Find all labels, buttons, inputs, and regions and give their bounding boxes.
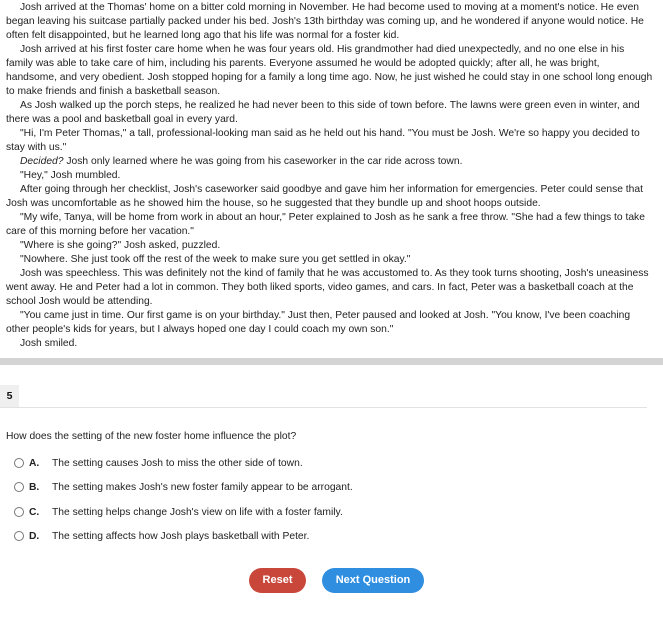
passage-paragraph: "Where is she going?" Josh asked, puzzled. [20, 240, 221, 251]
section-divider [0, 358, 663, 365]
next-question-button[interactable]: Next Question [322, 568, 424, 593]
choice-text: The setting helps change Josh's view on life with a foster family. [52, 506, 343, 518]
choice-b[interactable] [14, 479, 353, 495]
question-prompt: How does the setting of the new foster home influence the plot? [6, 431, 297, 442]
radio-b[interactable] [14, 482, 24, 492]
passage-paragraph [6, 155, 653, 169]
choice-c[interactable] [14, 504, 343, 520]
passage-paragraph: After going through her checklist, Josh's caseworker said goodbye and gave him her information for emergencies. Peter could sense that Josh was uncomfortable as he showed him the house, so he suggested that they bundle up and shoot hoops outside. [6, 184, 643, 209]
choice-letter: D. [29, 530, 40, 542]
reset-button[interactable]: Reset [249, 568, 306, 593]
choice-letter: A. [29, 457, 40, 469]
question-number: 5 [0, 385, 19, 407]
radio-c[interactable] [14, 507, 24, 517]
question-header [0, 365, 663, 405]
decided-rest: Josh only learned where he was going from his caseworker in the car ride across town. [63, 156, 463, 167]
passage-paragraph: Josh smiled. [20, 338, 78, 349]
choice-letter: C. [29, 506, 40, 518]
passage-paragraph: "Hi, I'm Peter Thomas," a tall, professional-looking man said as he held out his hand. "You must be Josh. We're so happy you decided to stay with us." [6, 128, 640, 153]
choice-text: The setting makes Josh's new foster family appear to be arrogant. [52, 481, 353, 493]
choice-letter: B. [29, 481, 40, 493]
decided-emphasis: Decided? [20, 156, 64, 167]
passage-paragraph: "My wife, Tanya, will be home from work in about an hour," Peter explained to Josh as he sank a free throw. "She had a few things to take care of this morning before her vacation." [6, 212, 645, 237]
passage-paragraph: Josh arrived at his first foster care home when he was four years old. His grandmother had died unexpectedly, and no one else in his family was able to take care of him, including his parents. Everyone assumed he would be adopted quickly; after all, he was bright, handsome, and very obedient. Josh stopped hoping for a family a long time ago. Now, he just wished he could stay in one school long enough to make friends and finish a basketball season. [6, 44, 653, 97]
question-header-rule [0, 407, 647, 408]
choice-a[interactable] [14, 455, 303, 471]
passage-paragraph: Josh arrived at the Thomas' home on a bitter cold morning in November. He had become used to moving at a moment's notice. He even began leaving his suitcase partially packed under his bed. Josh's 13th birthday was coming up, and he wondered if anyone would notice. He often felt disappointed, but he learned long ago that his life was normal for a foster kid. [6, 2, 644, 41]
passage-paragraph: As Josh walked up the porch steps, he realized he had never been to this side of town before. The lawns were green even in winter, and there was a pool and basketball goal in every yard. [6, 100, 640, 125]
radio-d[interactable] [14, 531, 24, 541]
choice-text: The setting causes Josh to miss the other side of town. [52, 457, 303, 469]
radio-a[interactable] [14, 458, 24, 468]
passage-paragraph: Josh was speechless. This was definitely not the kind of family that he was accustomed to. As they took turns shooting, Josh's uneasiness went away. He and Peter had a lot in common. They both liked sports, video games, and cars. In fact, Peter was a basketball coach at the school Josh would be attending. [6, 268, 649, 307]
passage-paragraph: "Nowhere. She just took off the rest of the week to make sure you get settled in okay." [20, 254, 411, 265]
choice-d[interactable] [14, 528, 309, 544]
choice-text: The setting affects how Josh plays basketball with Peter. [52, 530, 310, 542]
passage-paragraph: "You came just in time. Our first game is on your birthday." Just then, Peter paused and looked at Josh. "You know, I've been coaching other people's kids for years, but I always hoped one day I could coach my own son." [6, 310, 631, 335]
passage-paragraph: "Hey," Josh mumbled. [20, 170, 121, 181]
